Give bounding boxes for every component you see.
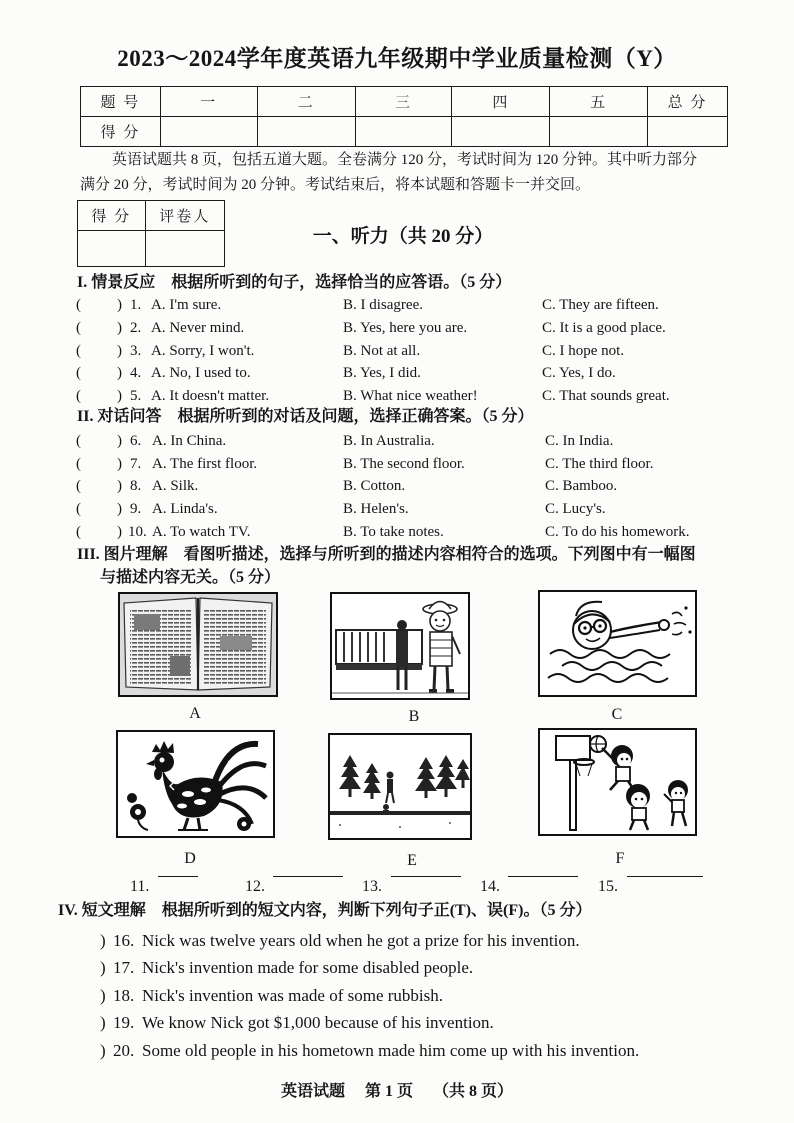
answer-bracket-close: ) <box>100 1013 106 1032</box>
question-row <box>0 295 794 315</box>
question-number: 17. <box>113 958 135 977</box>
question-number: 2. <box>130 320 142 336</box>
column-part-3: 三 <box>355 87 452 117</box>
option-b: B. In Australia. <box>343 433 435 449</box>
book-photo-block <box>134 614 160 630</box>
part-3-heading-line-2: 与描述内容无关。（5 分） <box>100 569 281 586</box>
option-c: C. The third floor. <box>545 456 654 472</box>
pine-tree <box>455 759 470 788</box>
picture-b-classroom <box>330 592 470 700</box>
pine-tree <box>435 755 457 797</box>
question-row <box>0 522 794 542</box>
question-row <box>0 318 794 338</box>
answer-number: 11. <box>130 878 150 895</box>
question-number: 19. <box>113 1013 135 1032</box>
answer-bracket-open: ( <box>76 320 81 336</box>
ground-line <box>330 811 470 815</box>
picture-c-swimmer <box>538 590 697 697</box>
answer-bracket-close: ) <box>100 986 106 1005</box>
section-title-listening: 一、听力（共 20 分） <box>312 226 494 247</box>
option-a: A. I'm sure. <box>151 297 222 313</box>
question-number: 3. <box>130 343 142 359</box>
statement-text: We know Nick got $1,000 because of his invention. <box>142 1013 494 1032</box>
pine-tree <box>339 755 361 797</box>
statement-text: Nick's invention made for some disabled people. <box>142 958 474 977</box>
option-c: C. Lucy's. <box>545 501 606 517</box>
question-number: 9. <box>130 501 142 517</box>
part-4-heading: IV. 短文理解 根据所听到的短文内容，判断下列句子正(T)、误(F)。（5 分） <box>58 902 592 919</box>
question-row <box>0 363 794 383</box>
question-number: 5. <box>130 388 142 404</box>
answer-bracket-close: ) <box>117 320 122 336</box>
answer-bracket-close: ) <box>100 931 106 950</box>
option-c: C. They are fifteen. <box>542 297 659 313</box>
question-number: 16. <box>113 931 135 950</box>
answer-bracket-close: ) <box>117 433 122 449</box>
answer-bracket-open: ( <box>76 388 81 404</box>
option-a: A. In China. <box>152 433 227 449</box>
option-c: C. In India. <box>545 433 614 449</box>
running-child <box>626 784 650 830</box>
question-row <box>0 386 794 406</box>
option-a: A. Never mind. <box>151 320 245 336</box>
snow-dots <box>339 822 451 828</box>
question-row <box>0 476 794 496</box>
swimmer-head <box>573 611 611 649</box>
picture-label-b: B <box>408 708 420 725</box>
answer-number: 14. <box>480 878 500 895</box>
water-splash <box>672 606 692 634</box>
question-number: 4. <box>130 365 142 381</box>
rooster-legs <box>178 818 208 830</box>
answer-blank <box>627 876 703 877</box>
option-a: A. Sorry, I won't. <box>151 343 255 359</box>
question-number: 20. <box>113 1041 135 1060</box>
part-2-heading: II. 对话问答 根据所听到的对话及问题，选择正确答案。（5 分） <box>77 408 534 425</box>
cheering-child <box>664 780 688 826</box>
basketball-hoop <box>556 736 594 830</box>
option-a: A. No, I used to. <box>151 365 251 381</box>
answer-bracket-close: ) <box>117 524 122 540</box>
question-number: 18. <box>113 986 135 1005</box>
question-row <box>0 341 794 361</box>
picture-label-a: A <box>189 705 201 722</box>
score-cell <box>355 117 452 147</box>
option-b: B. Cotton. <box>343 478 406 494</box>
footer-page-number: 第 1 页 <box>364 1083 413 1100</box>
statement-text: Some old people in his hometown made him come up with his invention. <box>142 1041 640 1060</box>
option-b: B. Not at all. <box>343 343 421 359</box>
student-in-hat <box>423 602 460 694</box>
picture-label-d: D <box>184 850 196 867</box>
grader-score-label: 得 分 <box>78 201 146 231</box>
option-b: B. Yes, I did. <box>343 365 421 381</box>
instructions-line-1: 英语试题共 8 页，包括五道大题。全卷满分 120 分，考试时间为 120 分钟。其中听力部分 <box>112 152 698 168</box>
question-number-label: 题 号 <box>81 87 161 117</box>
score-table <box>80 86 728 147</box>
option-a: A. Linda's. <box>152 501 218 517</box>
picture-label-e: E <box>407 852 417 869</box>
true-false-row <box>0 1039 794 1063</box>
score-cell <box>257 117 355 147</box>
rooster-tail <box>214 744 266 824</box>
score-table-header-row <box>81 87 728 117</box>
picture-a-book <box>118 592 278 697</box>
option-b: B. The second floor. <box>343 456 465 472</box>
question-number: 8. <box>130 478 142 494</box>
option-b: B. To take notes. <box>343 524 444 540</box>
answer-bracket-open: ( <box>76 297 81 313</box>
grader-name-label: 评卷人 <box>145 201 224 231</box>
question-number: 6. <box>130 433 142 449</box>
picture-d-rooster <box>116 730 275 838</box>
option-b: B. Helen's. <box>343 501 409 517</box>
part-1-heading: I. 情景反应 根据所听到的句子，选择恰当的应答语。（5 分） <box>77 274 512 291</box>
footer-subject: 英语试题 <box>280 1083 345 1100</box>
blackboard <box>336 630 422 670</box>
page-footer <box>0 1081 794 1103</box>
answer-bracket-close: ) <box>100 1041 106 1060</box>
book-photo-block <box>170 656 190 676</box>
column-part-4: 四 <box>452 87 550 117</box>
picture-f-basketball <box>538 728 697 836</box>
question-row <box>0 431 794 451</box>
instructions-line-2: 满分 20 分，考试时间为 20 分钟。考试结束后，将本试题和答题卡一并交回。 <box>80 177 591 193</box>
option-a: A. To watch TV. <box>152 524 251 540</box>
option-b: B. Yes, here you are. <box>343 320 468 336</box>
option-c: C. Yes, I do. <box>542 365 616 381</box>
score-label: 得 分 <box>81 117 161 147</box>
picture-e-winter-walk <box>328 733 472 840</box>
answer-number: 15. <box>598 878 618 895</box>
true-false-row <box>0 929 794 953</box>
answer-bracket-close: ) <box>117 365 122 381</box>
answer-bracket-open: ( <box>76 478 81 494</box>
answer-blank <box>273 876 343 877</box>
score-table-score-row <box>81 117 728 147</box>
exam-title: 2023～2024学年度英语九年级期中学业质量检测（Y） <box>117 46 677 71</box>
picture-answer-row <box>0 876 794 898</box>
question-number: 7. <box>130 456 142 472</box>
column-total: 总 分 <box>648 87 728 117</box>
book-photo-block <box>220 636 252 650</box>
option-b: B. I disagree. <box>343 297 423 313</box>
answer-bracket-open: ( <box>76 456 81 472</box>
question-number: 1. <box>130 297 142 313</box>
true-false-row <box>0 984 794 1008</box>
answer-bracket-close: ) <box>117 456 122 472</box>
pine-tree <box>415 757 437 798</box>
picture-label-c: C <box>611 706 623 723</box>
true-false-row <box>0 1011 794 1035</box>
answer-number: 13. <box>362 878 382 895</box>
answer-bracket-open: ( <box>76 343 81 359</box>
option-c: C. That sounds great. <box>542 388 670 404</box>
option-c: C. It is a good place. <box>542 320 666 336</box>
answer-bracket-close: ) <box>117 501 122 517</box>
score-cell <box>160 117 257 147</box>
score-cell <box>550 117 648 147</box>
answer-bracket-close: ) <box>117 297 122 313</box>
column-part-5: 五 <box>550 87 648 117</box>
answer-bracket-open: ( <box>76 501 81 517</box>
answer-bracket-close: ) <box>117 478 122 494</box>
score-cell <box>452 117 550 147</box>
walking-person <box>386 772 394 804</box>
option-a: A. The first floor. <box>152 456 258 472</box>
jumping-child <box>602 745 634 790</box>
answer-bracket-close: ) <box>117 343 122 359</box>
option-c: C. I hope not. <box>542 343 625 359</box>
footer-total-pages: （共 8 页） <box>433 1083 514 1100</box>
answer-bracket-close: ) <box>117 388 122 404</box>
column-part-1: 一 <box>160 87 257 117</box>
answer-blank <box>508 876 578 877</box>
rooster-silhouette <box>146 741 223 818</box>
question-row <box>0 499 794 519</box>
answer-bracket-open: ( <box>76 365 81 381</box>
answer-bracket-close: ) <box>100 958 106 977</box>
column-part-2: 二 <box>257 87 355 117</box>
part-3-heading-line-1: III. 图片理解 看图听描述，选择与所听到的描述内容相符合的选项。下列图中有一幅图 <box>77 546 696 563</box>
answer-number: 12. <box>245 878 265 895</box>
statement-text: Nick's invention was made of some rubbish. <box>142 986 443 1005</box>
answer-blank <box>158 876 198 877</box>
water-waves <box>548 650 670 682</box>
answer-bracket-open: ( <box>76 524 81 540</box>
option-a: A. Silk. <box>152 478 199 494</box>
option-b: B. What nice weather! <box>343 388 478 404</box>
score-cell <box>648 117 728 147</box>
option-a: A. It doesn't matter. <box>151 388 270 404</box>
true-false-row <box>0 956 794 980</box>
question-number: 10. <box>128 524 147 540</box>
pine-tree <box>363 763 381 799</box>
answer-blank <box>391 876 461 877</box>
question-row <box>0 454 794 474</box>
option-c: C. Bamboo. <box>545 478 618 494</box>
statement-text: Nick was twelve years old when he got a prize for his invention. <box>142 931 580 950</box>
answer-bracket-open: ( <box>76 433 81 449</box>
picture-label-f: F <box>615 850 625 867</box>
option-c: C. To do his homework. <box>545 524 690 540</box>
